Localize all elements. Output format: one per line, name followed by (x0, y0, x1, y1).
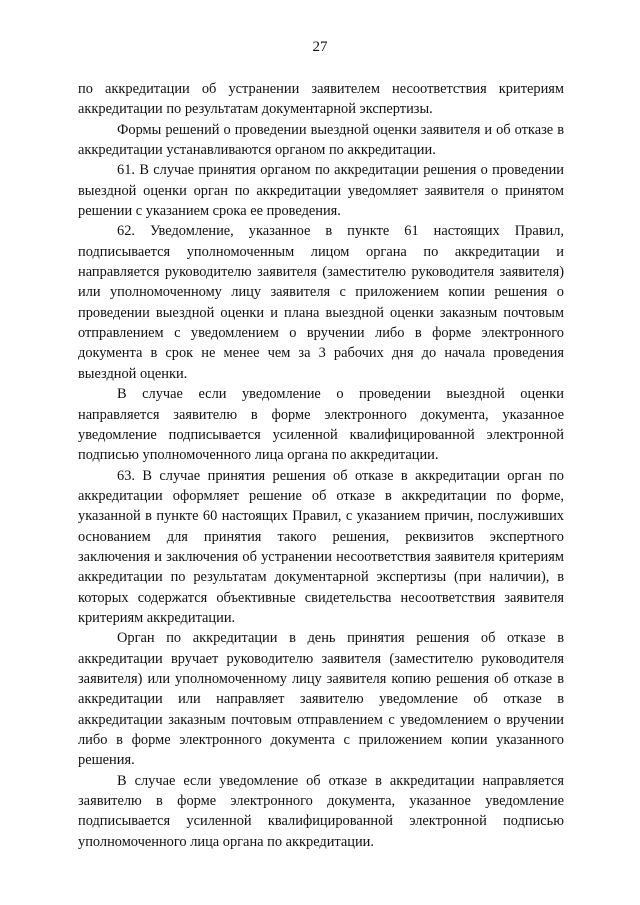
document-body (78, 79, 564, 852)
paragraph-clause-62: 62. Уведомление, указанное в пункте 61 настоящих Правил, подписывается уполномоченным лицом органа по аккредитации и направляется руководителю заявителя (заместителю руководителя заявителя) или уполномоченному лицу заявителя с приложением копии решения о проведении выездной оценки и плана выездной оценки заказным почтовым отправлением с уведомлением о вручении либо в форме электронного документа в срок не менее чем за 3 рабочих дня до начала проведения выездной оценки. (78, 223, 564, 382)
paragraph-clause-63: 63. В случае принятия решения об отказе в аккредитации орган по аккредитации оформляет решение об отказе в аккредитации по форме, указанной в пункте 60 настоящих Правил, с указанием причин, послуживших основанием для принятия такого решения, реквизитов экспертного заключения и заключения об устранении несоответствия заявителя критериям аккредитации по результатам документарной экспертизы (при наличии), в которых содержатся объективные свидетельства несоответствия заявителя критериям аккредитации. (78, 467, 564, 626)
paragraph-clause-61: 61. В случае принятия органом по аккредитации решения о проведении выездной оценки орган по аккредитации уведомляет заявителя о принятом решении с указанием срока ее проведения. (78, 162, 564, 220)
paragraph-electronic-notice: В случае если уведомление о проведении выездной оценки направляется заявителю в форме электронного документа, указанное уведомление подписывается усиленной квалифицированной электронной подписью уполномоченного лица органа по аккредитации. (78, 386, 564, 464)
paragraph-refusal-delivery: Орган по аккредитации в день принятия решения об отказе в аккредитации вручает руководителю заявителя (заместителю руководителя заявителя) или уполномоченному лицу заявителя копию решения об отказе в аккредитации или направляет заявителю уведомление об отказе в аккредитации заказным почтовым отправлением с уведомлением о вручении либо в форме электронного документа с приложением копии указанного решения. (78, 630, 564, 769)
paragraph-refusal-electronic: В случае если уведомление об отказе в аккредитации направляется заявителю в форме электронного документа, указанное уведомление подписывается усиленной квалифицированной электронной подписью уполномоченного лица органа по аккредитации. (78, 772, 564, 850)
page-number: 27 (312, 39, 328, 55)
paragraph-decision-forms: Формы решений о проведении выездной оценки заявителя и об отказе в аккредитации устанавливаются органом по аккредитации. (78, 121, 564, 159)
paragraph-continuation: по аккредитации об устранении заявителем несоответствия критериям аккредитации по результатам документарной экспертизы. (78, 81, 564, 118)
